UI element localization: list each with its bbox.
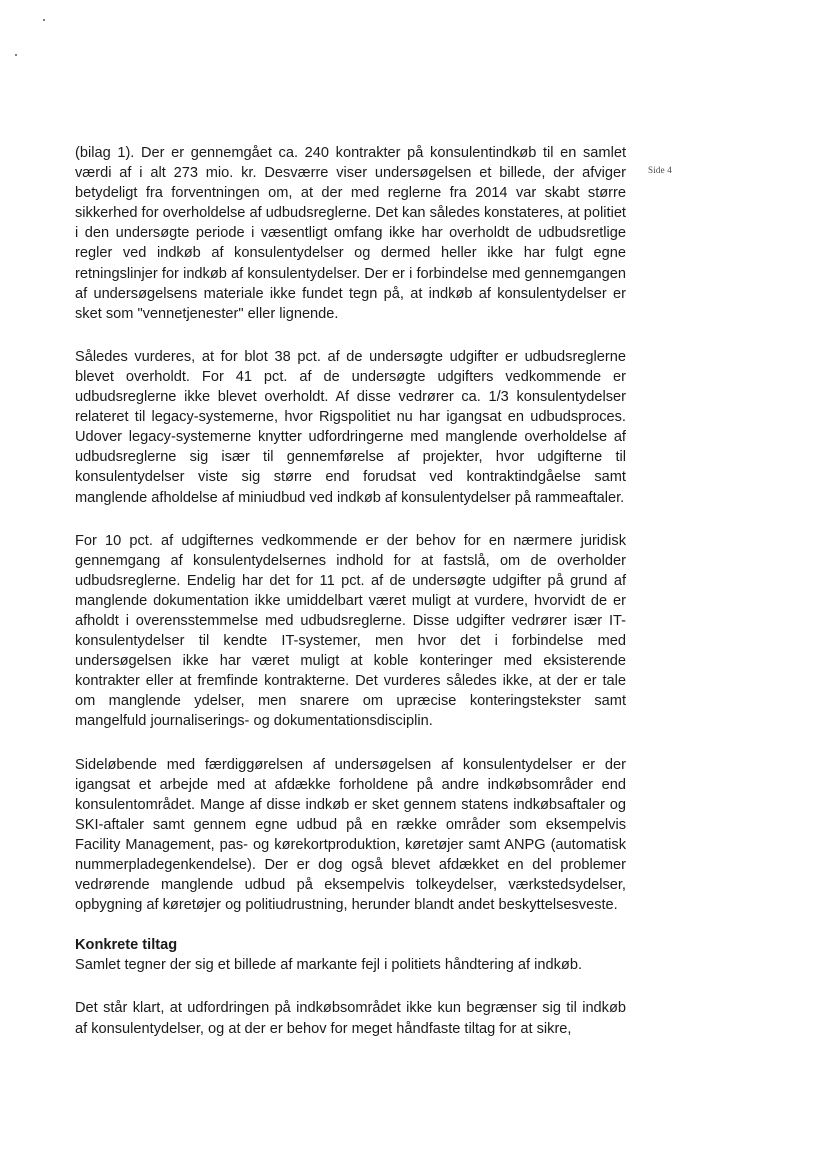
page-number: Side 4 (648, 165, 672, 175)
scan-speck (43, 19, 45, 21)
paragraph: Sideløbende med færdiggørelsen af undersøgelsen af konsulentydelser er der igangsat et arbejde med at afdække forholdene på andre indkøbsområder end konsulentområdet. Mange af disse indkøb er sket gennem statens indkøbsaftaler og SKI-aftaler samt gennem egne udbud på en række områder som eksempelvis Facility Management, pas- og kørekortproduktion, køretøjer samt ANPG (automatisk nummerpladegenkendelse). Der er dog også blevet afdækket en del problemer vedrørende manglende udbud på eksempelvis tolkeydelser, værkstedsydelser, opbygning af køretøjer og politiudrustning, herunder blandt andet beskyttelsesveste. (75, 756, 626, 914)
paragraph: (bilag 1). Der er gennemgået ca. 240 kontrakter på konsulentindkøb til en samlet værdi af i alt 273 mio. kr. Desværre viser undersøgelsen et billede, der afviger betydeligt fra forventningen om, at der med reglerne fra 2014 var skabt større sikkerhed for overholdelse af udbudsreglerne. Det kan således konstateres, at politiet i den undersøgte periode i væsentligt omfang ikke har overholdt de udbudsretlige regler ved indkøb af konsulentydelser og dermed heller ikke har fulgt egne retningslinjer for indkøb af konsulentydelser. Der er i forbindelse med gennemgangen af undersøgelsens materiale ikke fundet tegn på, at indkøb af konsulentydelser er sket som "vennetjenester" eller lignende. (75, 145, 626, 322)
paragraph: Samlet tegner der sig et billede af markante fejl i politiets håndtering af indkøb. (75, 957, 583, 974)
section-konkrete-tiltag (75, 935, 626, 1038)
paragraph: Således vurderes, at for blot 38 pct. af de undersøgte udgifter er udbudsreglerne blevet overholdt. For 41 pct. af de undersøgte udgifters vedkommende er udbudsreglerne ikke blevet overholdt. Af disse vedrører ca. 1/3 konsulentydelser relateret til legacy-systemerne, hvor Rigspolitiet nu har igangsat en udbudsproces. Udover legacy-systemerne knytter udfordringerne med manglende overholdelse af udbudsreglerne sig især til gennemførelse af projekter, hvor udgifterne til konsulentydelser viste sig større end forudsat ved kontraktindgåelse samt manglende afholdelse af miniudbud ved indkøb af konsulentydelser på rammeaftaler. (75, 348, 626, 506)
paragraph: For 10 pct. af udgifternes vedkommende er der behov for en nærmere juridisk gennemgang af konsulentydelsernes indhold for at fastslå, om de overholder udbudsreglerne. Endelig har det for 11 pct. af de undersøgte udgifter på grund af manglende dokumentation ikke umiddelbart været muligt at vurdere, hvorvidt de er afholdt i overensstemmelse med udbudsreglerne. Disse udgifter vedrører især IT-konsulentydelser til kendte IT-systemer, men hvor det i forbindelse med undersøgelsen ikke har været muligt at koble konteringer med eksisterende kontrakter eller at fremfinde kontrakterne. Det vurderes således ikke, at der er tale om manglende ydelser, men snarere om upræcise konteringstekster samt mangelfuld journaliserings- og dokumentationsdisciplin. (75, 532, 626, 730)
section-heading: Konkrete tiltag (75, 937, 178, 954)
scan-speck (15, 54, 17, 56)
paragraph: Det står klart, at udfordringen på indkøbsområdet ikke kun begrænser sig til indkøb af konsulentydelser, og at der er behov for meget håndfaste tiltag for at sikre, (75, 1000, 626, 1037)
document-body (75, 143, 626, 1039)
